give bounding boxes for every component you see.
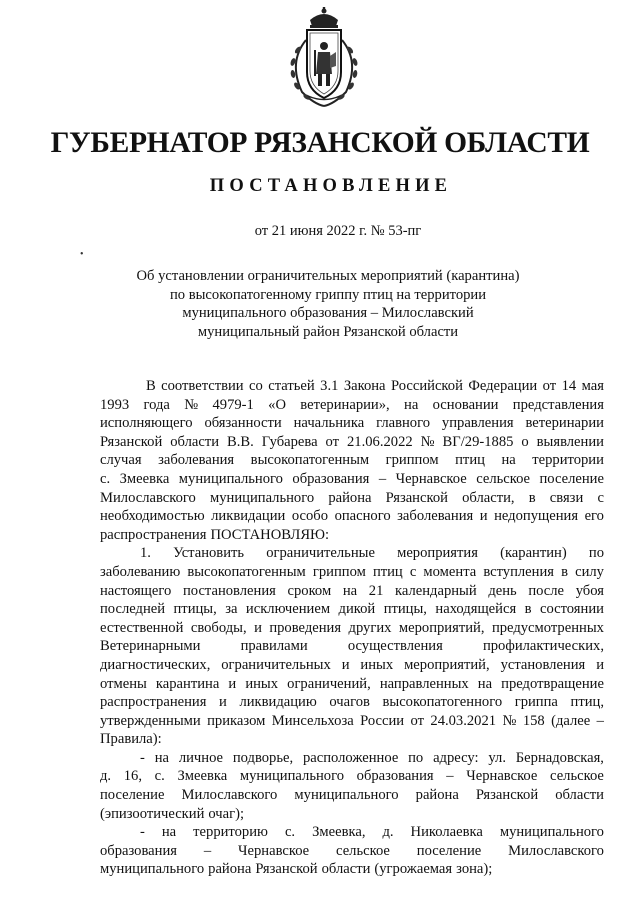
body-line: - на территорию с. Змеевка, д. Николаевка муниципального xyxy=(140,824,604,841)
body-line: Правила): xyxy=(100,731,162,748)
body-line: заболеванию высокопатогенным гриппом птиц с момента вступления в силу xyxy=(100,563,604,580)
body-line: распространения и ликвидацию очагов высокопатогенного гриппа птиц, xyxy=(100,694,604,711)
body-line: 1993 года № 4979-1 «О ветеринарии», на основании представления xyxy=(100,396,604,413)
body-line: Милославского муниципального района Рязанской области, в связи с xyxy=(100,489,604,506)
document-title xyxy=(0,267,640,341)
coat-of-arms-icon xyxy=(280,6,368,110)
body-line: утвержденными приказом Минсельхоза России от 24.03.2021 № 158 (далее – xyxy=(100,712,604,729)
body-line: последней птицы, за исключением дикой птицы, находящейся в состоянии xyxy=(100,601,604,618)
body-line: исполняющего обязанности начальника главного управления ветеринарии xyxy=(100,415,604,432)
body-line: Рязанской области В.В. Губарева от 21.06.2022 № ВГ/29-1885 о выявлении xyxy=(100,433,604,450)
body-line: необходимостью ликвидации особо опасного заболевания и недопущения его xyxy=(100,508,604,525)
body-line: распространения ПОСТАНОВЛЯЮ: xyxy=(100,526,330,543)
body-line: - на личное подворье, расположенное по адресу: ул. Бернадовская, xyxy=(140,749,604,766)
document-type-heading: ПОСТАНОВЛЕНИЕ xyxy=(209,176,453,196)
body-line: диагностических, ограничительных и иных мероприятий, установления и xyxy=(100,656,604,673)
body-line: поселение Милославского муниципального района Рязанской области xyxy=(100,787,604,804)
title-line: Об установлении ограничительных мероприятий (карантина) xyxy=(136,268,520,284)
title-line: муниципального образования – Милославский xyxy=(182,305,474,321)
title-line: муниципальный район Рязанской области xyxy=(197,323,459,340)
document-date-number: от 21 июня 2022 г. № 53-пг xyxy=(254,223,422,239)
body-line: настоящего постановления сроком на 21 календарный день после убоя xyxy=(100,582,604,599)
body-line: отмены карантина и иных ограничений, направленных на предотвращение xyxy=(100,675,604,692)
body-line: муниципального района Рязанской области (угрожаемая зона); xyxy=(100,861,493,878)
body-line: образования – Чернавское сельское поселение Милославского xyxy=(100,842,604,859)
body-line: с. Змеевка муниципального образования – Чернавское сельское поселение xyxy=(100,470,604,487)
body-line: (эпизоотический очаг); xyxy=(100,805,245,822)
body-line: естественной свободы, и проведения других мероприятий, предусмотренных xyxy=(100,619,604,636)
document-body xyxy=(100,377,604,879)
body-line: случая заболевания высокопатогенным гриппом птиц на территории xyxy=(100,452,604,469)
scan-mark: • xyxy=(80,249,84,260)
title-line: по высокопатогенному гриппу птиц на территории xyxy=(169,286,487,303)
body-line: В соответствии со статьей 3.1 Закона Российской Федерации от 14 мая xyxy=(146,378,604,394)
body-line: Ветеринарными правилами осуществления профилактических, xyxy=(100,638,604,655)
body-line: 1. Установить ограничительные мероприятия (карантин) по xyxy=(140,545,604,562)
body-line: д. 16, с. Змеевка муниципального образования – Чернавское сельское xyxy=(100,768,604,785)
issuer-heading: ГУБЕРНАТОР РЯЗАНСКОЙ ОБЛАСТИ xyxy=(50,127,590,159)
